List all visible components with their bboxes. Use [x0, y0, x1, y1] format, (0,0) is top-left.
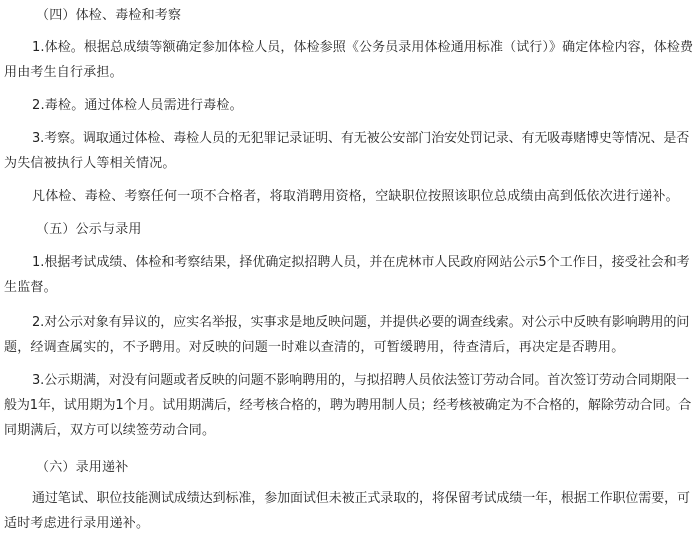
paragraph-physical-exam — [0, 35, 697, 85]
paragraph-line: 3.公示期满，对没有问题或者反映的问题不影响聘用的，与拟招聘人员依法签订劳动合同。首次签订劳动合同期限一 — [32, 373, 690, 388]
paragraph-line: 适时考虑进行录用递补。 — [4, 516, 150, 531]
paragraph-line: 2.毒检。通过体检人员需进行毒检。 — [32, 98, 243, 113]
paragraph-line: 凡体检、毒检、考察任何一项不合格者，将取消聘用资格，空缺职位按照该职位总成绩由高到低依次进行递补。 — [32, 189, 679, 204]
paragraph-line: 用由考生自行承担。 — [4, 65, 123, 80]
heading-text: （四）体检、毒检和考察 — [36, 8, 182, 23]
paragraph-replacement — [0, 486, 697, 536]
paragraph-line: 般为1年，试用期为1个月。试用期满后，经考核合格的，聘为聘用制人员；经考核被确定为不合格的，解除劳动合同。合 — [4, 398, 692, 413]
section-heading-5 — [0, 217, 697, 242]
paragraph-line: 为失信被执行人等相关情况。 — [4, 156, 176, 171]
paragraph-line: 生监督。 — [4, 280, 57, 295]
paragraph-line: 3.考察。调取通过体检、毒检人员的无犯罪记录证明、有无被公安部门治安处罚记录、有无吸毒赌博史等情况、是否 — [32, 131, 690, 146]
section-heading-4 — [0, 3, 697, 28]
paragraph-publicity — [0, 250, 697, 300]
paragraph-disqualification — [0, 184, 697, 209]
paragraph-line: 2.对公示对象有异议的，应实名举报，实事求是地反映问题，并提供必要的调查线索。对公示中反映有影响聘用的问 — [32, 315, 690, 330]
paragraph-drug-test — [0, 93, 697, 118]
paragraph-line: 1.根据考试成绩、体检和考察结果，择优确定拟招聘人员，并在虎林市人民政府网站公示5个工作日，接受社会和考 — [32, 255, 690, 270]
paragraph-investigation — [0, 126, 697, 176]
paragraph-objection — [0, 310, 697, 360]
paragraph-line: 题，经调查属实的，不予聘用。对反映的问题一时难以查清的，可暂缓聘用，待查清后，再决定是否聘用。 — [4, 340, 625, 355]
paragraph-contract — [0, 368, 697, 443]
heading-text: （五）公示与录用 — [36, 222, 142, 237]
paragraph-line: 1.体检。根据总成绩等额确定参加体检人员，体检参照《公务员录用体检通用标准（试行）》确定体检内容，体检费 — [32, 40, 694, 55]
heading-text: （六）录用递补 — [36, 460, 129, 475]
paragraph-line: 通过笔试、职位技能测试成绩达到标准，参加面试但未被正式录取的，将保留考试成绩一年，根据工作职位需要，可 — [32, 491, 690, 506]
paragraph-line: 同期满后，双方可以续签劳动合同。 — [4, 423, 216, 438]
section-heading-6 — [0, 455, 697, 480]
